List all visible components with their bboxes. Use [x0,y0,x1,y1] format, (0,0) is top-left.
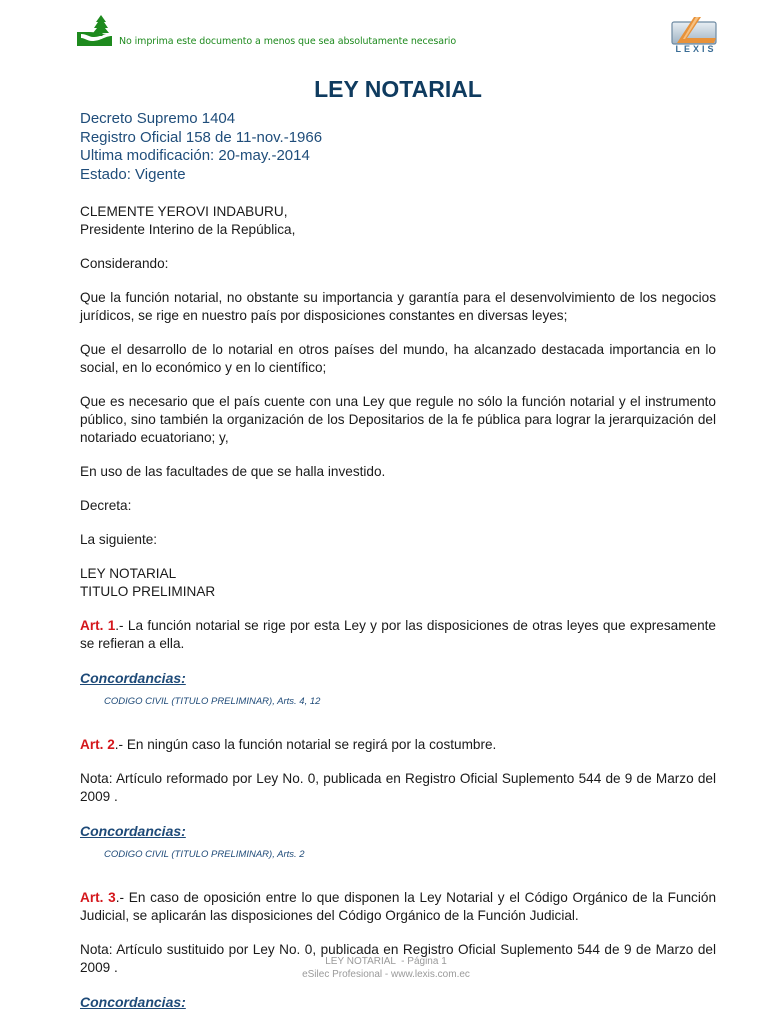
article-3-concordancias-link[interactable]: Concordancias: [80,994,186,1010]
page-title: LEY NOTARIAL [314,76,482,102]
article-1-text: .- La función notarial se rige por esta Ley y por las disposiciones de otras leyes que expresamente se refieran a ella. [80,618,716,651]
article-3-text: .- En caso de oposición entre lo que disponen la Ley Notarial y el Código Orgánico de la Función Judicial, se aplicarán las disposiciones del Código Orgánico de la Función Judicial. [80,890,716,923]
tree-river-icon [77,14,113,46]
page-header [0,0,768,70]
article-3-label[interactable]: Art. 3 [80,890,116,905]
article-2-label[interactable]: Art. 2 [80,737,115,752]
decree-number: Decreto Supremo 1404 [80,110,236,127]
signatory [80,203,716,239]
article-2-text: .- En ningún caso la función notarial se regirá por la costumbre. [114,737,497,752]
page-footer [2,955,768,981]
considerando-label: Considerando: [80,256,169,271]
siguiente-label: La siguiente: [80,532,158,547]
article-1-label[interactable]: Art. 1 [80,618,116,633]
article-1-concordancias-link[interactable]: Concordancias: [80,670,186,686]
eco-notice: No imprima este documento a menos que sea absolutamente necesario [119,36,457,47]
lexis-brand-name: LEXIS [675,44,717,54]
article-2-nota: Nota: Artículo reformado por Ley No. 0, publicada en Registro Oficial Suplemento 544 de 9 de Marzo del 2009 . [80,771,716,804]
title-heading: TITULO PRELIMINAR [80,584,216,599]
signatory-name: CLEMENTE YEROVI INDABURU, [80,204,288,219]
decreta-label: Decreta: [80,498,132,513]
law-heading: LEY NOTARIAL [80,566,177,581]
article-3 [80,889,716,925]
considerando-3: Que es necesario que el país cuente con una Ley que regule no sólo la función notarial y el instrumento público, sino también la organización de los Depositarios de la fe pública para lograr la jerarquización del notariado ecuatoriano; y, [80,394,716,445]
article-2-concordancias-link[interactable]: Concordancias: [80,823,186,839]
considerando-1: Que la función notarial, no obstante su importancia y garantía para el desenvolvimiento de los negocios jurídicos, se rige en nuestro país por disposiciones constantes en diversas leyes; [80,290,716,323]
considerando-4: En uso de las facultades de que se halla investido. [80,464,386,479]
article-3-nota: Nota: Artículo sustituido por Ley No. 0, publicada en Registro Oficial Suplemento 544 de 9 de Marzo del 2009 . [80,942,716,975]
status: Estado: Vigente [80,165,186,183]
signatory-role: Presidente Interino de la República, [80,222,296,237]
document-meta [80,110,322,184]
law-headings [80,565,716,601]
article-2-concordancias-ref[interactable]: CODIGO CIVIL (TITULO PRELIMINAR), Arts. 2 [104,849,305,860]
article-1 [80,617,716,653]
considerando-2: Que el desarrollo de lo notarial en otros países del mundo, ha alcanzado destacada importancia en lo social, en lo económico y en lo científico; [80,342,716,375]
article-2 [80,736,716,754]
document-body [80,203,716,1017]
footer-source: eSilec Profesional - www.lexis.com.ec [302,969,470,980]
last-modified: Ultima modificación: 20-may.-2014 [80,147,310,164]
footer-page-number: LEY NOTARIAL - Página 1 [325,956,447,967]
article-1-concordancias-ref[interactable]: CODIGO CIVIL (TITULO PRELIMINAR), Arts. 4, 12 [104,696,321,707]
registry-info: Registro Oficial 158 de 11-nov.-1966 [80,128,323,146]
